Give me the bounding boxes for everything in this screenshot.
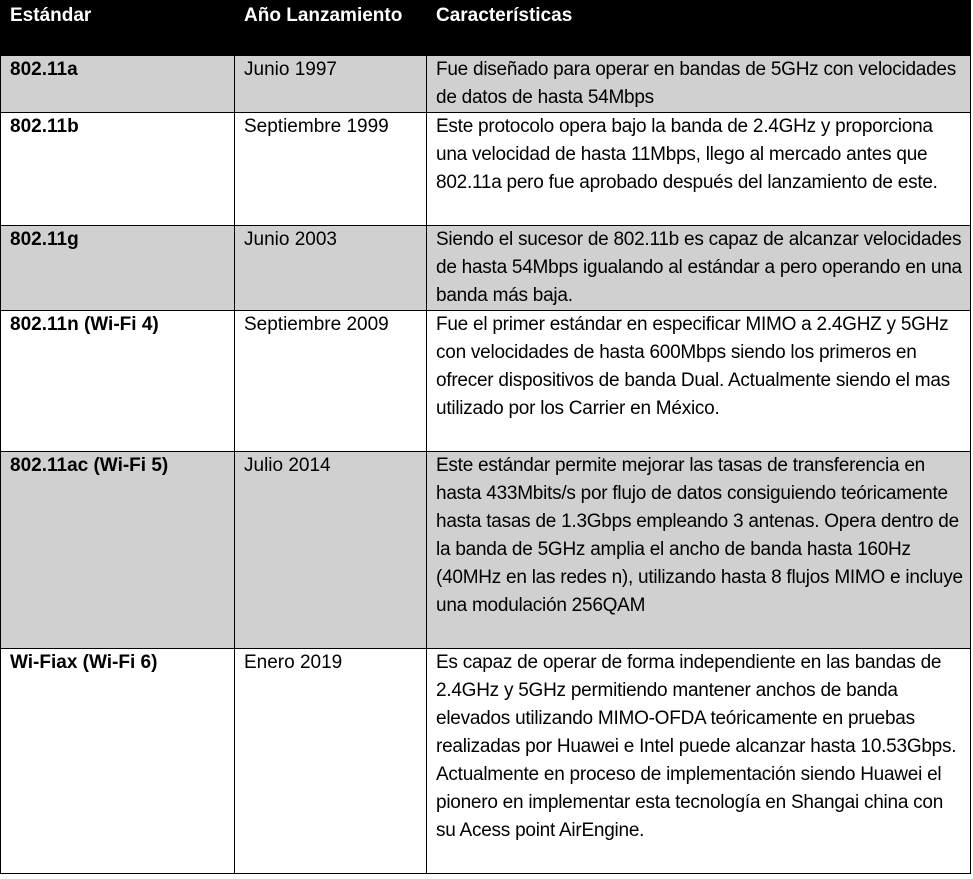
table-row <box>1 311 971 452</box>
cell-standard: 802.11a <box>1 56 235 113</box>
cell-features: Este estándar permite mejorar las tasas de transferencia en hasta 433Mbits/s por flujo de datos consiguiendo teóricamente hasta tasas de 1.3Gbps empleando 3 antenas. Opera dentro de la banda de 5GHz amplia el ancho de banda hasta 160Hz (40MHz en las redes n), utilizando hasta 8 flujos MIMO e incluye una modulación 256QAM <box>427 452 971 649</box>
table-row <box>1 452 971 649</box>
table-row <box>1 226 971 311</box>
cell-features: Siendo el sucesor de 802.11b es capaz de alcanzar velocidades de hasta 54Mbps igualando al estándar a pero operando en una banda más baja. <box>427 226 971 311</box>
cell-features: Es capaz de operar de forma independiente en las bandas de 2.4GHz y 5GHz permitiendo mantener anchos de banda elevados utilizando MIMO-OFDA teóricamente en pruebas realizadas por Huawei e Intel puede alcanzar hasta 10.53Gbps. Actualmente en proceso de implementación siendo Huawei el pionero en implementar esta tecnología en Shangai china con su Acess point AirEngine. <box>427 649 971 874</box>
cell-features: Fue diseñado para operar en bandas de 5GHz con velocidades de datos de hasta 54Mbps <box>427 56 971 113</box>
cell-standard: Wi-Fiax (Wi-Fi 6) <box>1 649 235 874</box>
table-row <box>1 649 971 874</box>
table-row <box>1 56 971 113</box>
cell-year: Junio 1997 <box>235 56 427 113</box>
cell-features: Este protocolo opera bajo la banda de 2.4GHz y proporciona una velocidad de hasta 11Mbps, llego al mercado antes que 802.11a pero fue aprobado después del lanzamiento de este. <box>427 113 971 226</box>
cell-standard: 802.11g <box>1 226 235 311</box>
cell-year: Septiembre 2009 <box>235 311 427 452</box>
table-header <box>1 1 971 56</box>
table-row <box>1 113 971 226</box>
header-standard: Estándar <box>1 1 235 56</box>
header-features: Características <box>427 1 971 56</box>
cell-features: Fue el primer estándar en especificar MIMO a 2.4GHZ y 5GHz con velocidades de hasta 600Mbps siendo los primeros en ofrecer dispositivos de banda Dual. Actualmente siendo el mas utilizado por los Carrier en México. <box>427 311 971 452</box>
cell-standard: 802.11ac (Wi-Fi 5) <box>1 452 235 649</box>
header-year: Año Lanzamiento <box>235 1 427 56</box>
cell-standard: 802.11b <box>1 113 235 226</box>
header-row <box>1 1 971 56</box>
cell-year: Julio 2014 <box>235 452 427 649</box>
table-body <box>1 56 971 874</box>
cell-standard: 802.11n (Wi-Fi 4) <box>1 311 235 452</box>
cell-year: Septiembre 1999 <box>235 113 427 226</box>
cell-year: Junio 2003 <box>235 226 427 311</box>
cell-year: Enero 2019 <box>235 649 427 874</box>
